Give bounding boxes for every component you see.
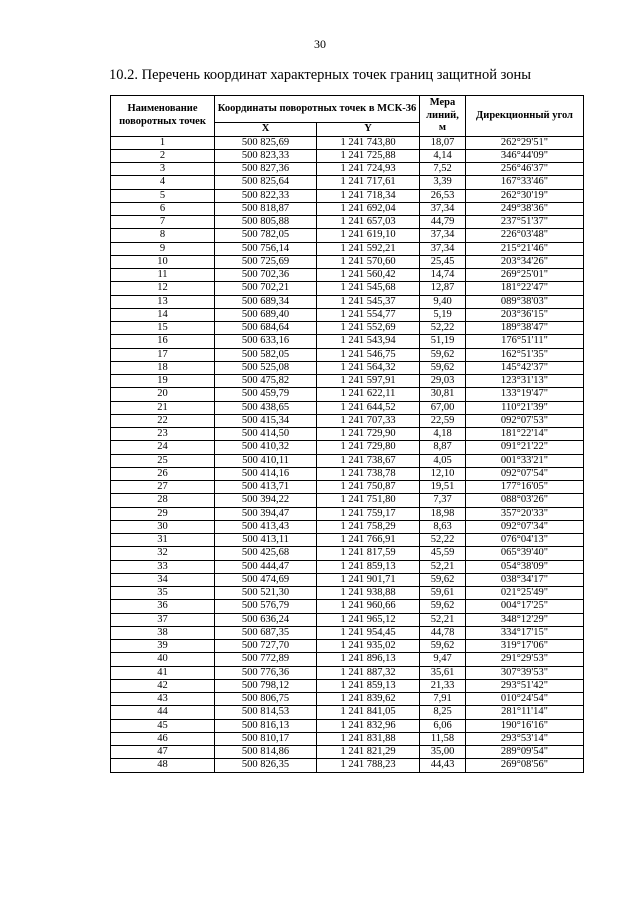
table-row (111, 401, 584, 414)
table-row (111, 626, 584, 639)
line-length-cell: 8,87 (420, 441, 466, 454)
point-number-cell: 26 (111, 467, 215, 480)
direction-angle-cell: 262°29'51" (466, 136, 584, 149)
x-coordinate-cell: 500 413,43 (215, 520, 317, 533)
direction-angle-cell: 001°33'21" (466, 454, 584, 467)
x-coordinate-cell: 500 826,35 (215, 759, 317, 772)
line-length-cell: 4,14 (420, 149, 466, 162)
x-coordinate-cell: 500 576,79 (215, 600, 317, 613)
table-row (111, 375, 584, 388)
line-length-cell: 19,51 (420, 481, 466, 494)
x-coordinate-cell: 500 727,70 (215, 640, 317, 653)
line-length-cell: 7,37 (420, 494, 466, 507)
direction-angle-cell: 162°51'35" (466, 348, 584, 361)
direction-angle-cell: 110°21'39" (466, 401, 584, 414)
direction-angle-cell: 357°20'33" (466, 507, 584, 520)
table-row (111, 149, 584, 162)
x-coordinate-cell: 500 394,47 (215, 507, 317, 520)
point-number-cell: 17 (111, 348, 215, 361)
point-number-cell: 11 (111, 269, 215, 282)
point-number-cell: 21 (111, 401, 215, 414)
x-coordinate-cell: 500 413,11 (215, 534, 317, 547)
direction-angle-cell: 133°19'47" (466, 388, 584, 401)
point-number-cell: 35 (111, 587, 215, 600)
y-coordinate-cell: 1 241 724,93 (317, 163, 420, 176)
direction-angle-cell: 262°30'19" (466, 189, 584, 202)
x-coordinate-cell: 500 725,69 (215, 255, 317, 268)
point-number-cell: 3 (111, 163, 215, 176)
direction-angle-cell: 256°46'37" (466, 163, 584, 176)
table-row (111, 494, 584, 507)
point-number-cell: 10 (111, 255, 215, 268)
header-direction-angle: Дирекционный угол (466, 96, 584, 137)
table-row (111, 216, 584, 229)
point-number-cell: 1 (111, 136, 215, 149)
x-coordinate-cell: 500 772,89 (215, 653, 317, 666)
point-number-cell: 14 (111, 308, 215, 321)
y-coordinate-cell: 1 241 821,29 (317, 746, 420, 759)
direction-angle-cell: 307°39'53" (466, 666, 584, 679)
direction-angle-cell: 092°07'34" (466, 520, 584, 533)
table-row (111, 481, 584, 494)
point-number-cell: 29 (111, 507, 215, 520)
point-number-cell: 28 (111, 494, 215, 507)
line-length-cell: 52,21 (420, 560, 466, 573)
line-length-cell: 59,62 (420, 573, 466, 586)
direction-angle-cell: 076°04'13" (466, 534, 584, 547)
point-number-cell: 45 (111, 719, 215, 732)
x-coordinate-cell: 500 410,11 (215, 454, 317, 467)
y-coordinate-cell: 1 241 859,13 (317, 560, 420, 573)
x-coordinate-cell: 500 582,05 (215, 348, 317, 361)
direction-angle-cell: 269°08'56" (466, 759, 584, 772)
table-body (111, 136, 584, 772)
y-coordinate-cell: 1 241 859,13 (317, 679, 420, 692)
direction-angle-cell: 091°21'22" (466, 441, 584, 454)
x-coordinate-cell: 500 425,68 (215, 547, 317, 560)
y-coordinate-cell: 1 241 817,59 (317, 547, 420, 560)
line-length-cell: 67,00 (420, 401, 466, 414)
direction-angle-cell: 004°17'25" (466, 600, 584, 613)
point-number-cell: 36 (111, 600, 215, 613)
point-number-cell: 5 (111, 189, 215, 202)
direction-angle-cell: 190°16'16" (466, 719, 584, 732)
y-coordinate-cell: 1 241 619,10 (317, 229, 420, 242)
coordinates-table (110, 95, 584, 773)
x-coordinate-cell: 500 825,69 (215, 136, 317, 149)
table-row (111, 242, 584, 255)
direction-angle-cell: 215°21'46" (466, 242, 584, 255)
header-line-length: Мера линий, м (420, 96, 466, 137)
point-number-cell: 20 (111, 388, 215, 401)
direction-angle-cell: 334°17'15" (466, 626, 584, 639)
table-row (111, 388, 584, 401)
line-length-cell: 26,53 (420, 189, 466, 202)
table-row (111, 441, 584, 454)
direction-angle-cell: 281°11'14" (466, 706, 584, 719)
table-row (111, 454, 584, 467)
y-coordinate-cell: 1 241 738,67 (317, 454, 420, 467)
direction-angle-cell: 269°25'01" (466, 269, 584, 282)
x-coordinate-cell: 500 475,82 (215, 375, 317, 388)
y-coordinate-cell: 1 241 560,42 (317, 269, 420, 282)
line-length-cell: 14,74 (420, 269, 466, 282)
x-coordinate-cell: 500 410,32 (215, 441, 317, 454)
table-row (111, 666, 584, 679)
point-number-cell: 31 (111, 534, 215, 547)
y-coordinate-cell: 1 241 954,45 (317, 626, 420, 639)
y-coordinate-cell: 1 241 839,62 (317, 693, 420, 706)
line-length-cell: 59,62 (420, 348, 466, 361)
x-coordinate-cell: 500 810,17 (215, 732, 317, 745)
x-coordinate-cell: 500 776,36 (215, 666, 317, 679)
table-row (111, 414, 584, 427)
point-number-cell: 27 (111, 481, 215, 494)
y-coordinate-cell: 1 241 738,78 (317, 467, 420, 480)
table-row (111, 560, 584, 573)
y-coordinate-cell: 1 241 622,11 (317, 388, 420, 401)
direction-angle-cell: 293°53'14" (466, 732, 584, 745)
y-coordinate-cell: 1 241 841,05 (317, 706, 420, 719)
direction-angle-cell: 054°38'09" (466, 560, 584, 573)
line-length-cell: 4,18 (420, 428, 466, 441)
line-length-cell: 37,34 (420, 242, 466, 255)
line-length-cell: 12,10 (420, 467, 466, 480)
y-coordinate-cell: 1 241 597,91 (317, 375, 420, 388)
section-heading: 10.2. Перечень координат характерных точек границ защитной зоны (109, 67, 531, 83)
direction-angle-cell: 089°38'03" (466, 295, 584, 308)
table-row (111, 640, 584, 653)
direction-angle-cell: 203°36'15" (466, 308, 584, 321)
line-length-cell: 9,47 (420, 653, 466, 666)
line-length-cell: 45,59 (420, 547, 466, 560)
line-length-cell: 18,07 (420, 136, 466, 149)
x-coordinate-cell: 500 816,13 (215, 719, 317, 732)
y-coordinate-cell: 1 241 554,77 (317, 308, 420, 321)
direction-angle-cell: 176°51'11" (466, 335, 584, 348)
y-coordinate-cell: 1 241 887,32 (317, 666, 420, 679)
x-coordinate-cell: 500 823,33 (215, 149, 317, 162)
direction-angle-cell: 092°07'54" (466, 467, 584, 480)
line-length-cell: 59,62 (420, 640, 466, 653)
point-number-cell: 4 (111, 176, 215, 189)
line-length-cell: 44,78 (420, 626, 466, 639)
point-number-cell: 48 (111, 759, 215, 772)
y-coordinate-cell: 1 241 901,71 (317, 573, 420, 586)
x-coordinate-cell: 500 414,16 (215, 467, 317, 480)
table-row (111, 679, 584, 692)
table-row (111, 202, 584, 215)
point-number-cell: 2 (111, 149, 215, 162)
y-coordinate-cell: 1 241 896,13 (317, 653, 420, 666)
header-coordinates: Координаты поворотных точек в МСК-36 (215, 96, 420, 123)
point-number-cell: 46 (111, 732, 215, 745)
table-row (111, 255, 584, 268)
line-length-cell: 37,34 (420, 229, 466, 242)
y-coordinate-cell: 1 241 552,69 (317, 322, 420, 335)
x-coordinate-cell: 500 689,40 (215, 308, 317, 321)
line-length-cell: 12,87 (420, 282, 466, 295)
y-coordinate-cell: 1 241 750,87 (317, 481, 420, 494)
x-coordinate-cell: 500 702,21 (215, 282, 317, 295)
line-length-cell: 4,05 (420, 454, 466, 467)
table-row (111, 348, 584, 361)
y-coordinate-cell: 1 241 832,96 (317, 719, 420, 732)
x-coordinate-cell: 500 814,53 (215, 706, 317, 719)
table-row (111, 269, 584, 282)
point-number-cell: 32 (111, 547, 215, 560)
table-row (111, 746, 584, 759)
table-row (111, 613, 584, 626)
line-length-cell: 11,58 (420, 732, 466, 745)
direction-angle-cell: 348°12'29" (466, 613, 584, 626)
line-length-cell: 30,81 (420, 388, 466, 401)
y-coordinate-cell: 1 241 570,60 (317, 255, 420, 268)
line-length-cell: 5,19 (420, 308, 466, 321)
y-coordinate-cell: 1 241 938,88 (317, 587, 420, 600)
table-row (111, 322, 584, 335)
page-number: 30 (314, 37, 326, 51)
x-coordinate-cell: 500 818,87 (215, 202, 317, 215)
direction-angle-cell: 237°51'37" (466, 216, 584, 229)
x-coordinate-cell: 500 459,79 (215, 388, 317, 401)
direction-angle-cell: 319°17'06" (466, 640, 584, 653)
line-length-cell: 44,79 (420, 216, 466, 229)
direction-angle-cell: 088°03'26" (466, 494, 584, 507)
line-length-cell: 8,63 (420, 520, 466, 533)
y-coordinate-cell: 1 241 743,80 (317, 136, 420, 149)
point-number-cell: 19 (111, 375, 215, 388)
x-coordinate-cell: 500 822,33 (215, 189, 317, 202)
line-length-cell: 22,59 (420, 414, 466, 427)
line-length-cell: 52,21 (420, 613, 466, 626)
x-coordinate-cell: 500 474,69 (215, 573, 317, 586)
table-row (111, 653, 584, 666)
x-coordinate-cell: 500 814,86 (215, 746, 317, 759)
y-coordinate-cell: 1 241 718,34 (317, 189, 420, 202)
direction-angle-cell: 065°39'40" (466, 547, 584, 560)
y-coordinate-cell: 1 241 729,90 (317, 428, 420, 441)
table-row (111, 693, 584, 706)
point-number-cell: 34 (111, 573, 215, 586)
table-row (111, 282, 584, 295)
x-coordinate-cell: 500 702,36 (215, 269, 317, 282)
x-coordinate-cell: 500 525,08 (215, 361, 317, 374)
x-coordinate-cell: 500 805,88 (215, 216, 317, 229)
x-coordinate-cell: 500 782,05 (215, 229, 317, 242)
point-number-cell: 39 (111, 640, 215, 653)
line-length-cell: 3,39 (420, 176, 466, 189)
table-row (111, 587, 584, 600)
x-coordinate-cell: 500 827,36 (215, 163, 317, 176)
y-coordinate-cell: 1 241 935,02 (317, 640, 420, 653)
direction-angle-cell: 226°03'48" (466, 229, 584, 242)
line-length-cell: 59,62 (420, 600, 466, 613)
direction-angle-cell: 181°22'14" (466, 428, 584, 441)
x-coordinate-cell: 500 806,75 (215, 693, 317, 706)
table-row (111, 520, 584, 533)
x-coordinate-cell: 500 633,16 (215, 335, 317, 348)
point-number-cell: 7 (111, 216, 215, 229)
y-coordinate-cell: 1 241 707,33 (317, 414, 420, 427)
direction-angle-cell: 203°34'26" (466, 255, 584, 268)
y-coordinate-cell: 1 241 758,29 (317, 520, 420, 533)
point-number-cell: 8 (111, 229, 215, 242)
y-coordinate-cell: 1 241 657,03 (317, 216, 420, 229)
x-coordinate-cell: 500 413,71 (215, 481, 317, 494)
x-coordinate-cell: 500 687,35 (215, 626, 317, 639)
table-row (111, 706, 584, 719)
y-coordinate-cell: 1 241 729,80 (317, 441, 420, 454)
direction-angle-cell: 092°07'53" (466, 414, 584, 427)
table-row (111, 759, 584, 772)
point-number-cell: 33 (111, 560, 215, 573)
table-row (111, 295, 584, 308)
y-coordinate-cell: 1 241 960,66 (317, 600, 420, 613)
x-coordinate-cell: 500 394,22 (215, 494, 317, 507)
y-coordinate-cell: 1 241 831,88 (317, 732, 420, 745)
point-number-cell: 24 (111, 441, 215, 454)
line-length-cell: 7,91 (420, 693, 466, 706)
y-coordinate-cell: 1 241 692,04 (317, 202, 420, 215)
direction-angle-cell: 249°38'36" (466, 202, 584, 215)
point-number-cell: 9 (111, 242, 215, 255)
direction-angle-cell: 181°22'47" (466, 282, 584, 295)
direction-angle-cell: 167°33'46" (466, 176, 584, 189)
point-number-cell: 40 (111, 653, 215, 666)
y-coordinate-cell: 1 241 545,37 (317, 295, 420, 308)
point-number-cell: 38 (111, 626, 215, 639)
y-coordinate-cell: 1 241 644,52 (317, 401, 420, 414)
x-coordinate-cell: 500 521,30 (215, 587, 317, 600)
line-length-cell: 29,03 (420, 375, 466, 388)
direction-angle-cell: 293°51'42" (466, 679, 584, 692)
y-coordinate-cell: 1 241 766,91 (317, 534, 420, 547)
point-number-cell: 23 (111, 428, 215, 441)
direction-angle-cell: 145°42'37" (466, 361, 584, 374)
direction-angle-cell: 189°38'47" (466, 322, 584, 335)
y-coordinate-cell: 1 241 725,88 (317, 149, 420, 162)
header-x: X (215, 123, 317, 137)
x-coordinate-cell: 500 798,12 (215, 679, 317, 692)
table-row (111, 229, 584, 242)
line-length-cell: 52,22 (420, 534, 466, 547)
x-coordinate-cell: 500 689,34 (215, 295, 317, 308)
x-coordinate-cell: 500 636,24 (215, 613, 317, 626)
table-row (111, 467, 584, 480)
direction-angle-cell: 177°16'05" (466, 481, 584, 494)
point-number-cell: 13 (111, 295, 215, 308)
direction-angle-cell: 291°29'53" (466, 653, 584, 666)
direction-angle-cell: 010°24'54" (466, 693, 584, 706)
point-number-cell: 47 (111, 746, 215, 759)
point-number-cell: 16 (111, 335, 215, 348)
y-coordinate-cell: 1 241 546,75 (317, 348, 420, 361)
line-length-cell: 7,52 (420, 163, 466, 176)
x-coordinate-cell: 500 438,65 (215, 401, 317, 414)
y-coordinate-cell: 1 241 592,21 (317, 242, 420, 255)
y-coordinate-cell: 1 241 717,61 (317, 176, 420, 189)
y-coordinate-cell: 1 241 751,80 (317, 494, 420, 507)
line-length-cell: 6,06 (420, 719, 466, 732)
direction-angle-cell: 021°25'49" (466, 587, 584, 600)
direction-angle-cell: 038°34'17" (466, 573, 584, 586)
table-row (111, 163, 584, 176)
direction-angle-cell: 346°44'09" (466, 149, 584, 162)
y-coordinate-cell: 1 241 965,12 (317, 613, 420, 626)
table-row (111, 176, 584, 189)
point-number-cell: 42 (111, 679, 215, 692)
y-coordinate-cell: 1 241 788,23 (317, 759, 420, 772)
line-length-cell: 9,40 (420, 295, 466, 308)
x-coordinate-cell: 500 444,47 (215, 560, 317, 573)
y-coordinate-cell: 1 241 564,32 (317, 361, 420, 374)
table-row (111, 507, 584, 520)
point-number-cell: 18 (111, 361, 215, 374)
line-length-cell: 59,62 (420, 361, 466, 374)
x-coordinate-cell: 500 415,34 (215, 414, 317, 427)
table-row (111, 534, 584, 547)
table-row (111, 335, 584, 348)
y-coordinate-cell: 1 241 545,68 (317, 282, 420, 295)
y-coordinate-cell: 1 241 759,17 (317, 507, 420, 520)
line-length-cell: 51,19 (420, 335, 466, 348)
point-number-cell: 25 (111, 454, 215, 467)
header-y: Y (317, 123, 420, 137)
x-coordinate-cell: 500 414,50 (215, 428, 317, 441)
table-row (111, 732, 584, 745)
table-row (111, 428, 584, 441)
line-length-cell: 35,61 (420, 666, 466, 679)
point-number-cell: 30 (111, 520, 215, 533)
point-number-cell: 41 (111, 666, 215, 679)
direction-angle-cell: 289°09'54" (466, 746, 584, 759)
line-length-cell: 44,43 (420, 759, 466, 772)
table-row (111, 308, 584, 321)
table-row (111, 189, 584, 202)
point-number-cell: 15 (111, 322, 215, 335)
point-number-cell: 44 (111, 706, 215, 719)
header-point-name: Наименование поворотных точек (111, 96, 215, 137)
x-coordinate-cell: 500 756,14 (215, 242, 317, 255)
x-coordinate-cell: 500 684,64 (215, 322, 317, 335)
y-coordinate-cell: 1 241 543,94 (317, 335, 420, 348)
line-length-cell: 18,98 (420, 507, 466, 520)
line-length-cell: 59,61 (420, 587, 466, 600)
direction-angle-cell: 123°31'13" (466, 375, 584, 388)
line-length-cell: 25,45 (420, 255, 466, 268)
x-coordinate-cell: 500 825,64 (215, 176, 317, 189)
point-number-cell: 43 (111, 693, 215, 706)
table-row (111, 361, 584, 374)
line-length-cell: 21,33 (420, 679, 466, 692)
line-length-cell: 35,00 (420, 746, 466, 759)
point-number-cell: 12 (111, 282, 215, 295)
line-length-cell: 8,25 (420, 706, 466, 719)
point-number-cell: 22 (111, 414, 215, 427)
table-row (111, 136, 584, 149)
table-row (111, 547, 584, 560)
table-row (111, 573, 584, 586)
line-length-cell: 37,34 (420, 202, 466, 215)
line-length-cell: 52,22 (420, 322, 466, 335)
table-row (111, 600, 584, 613)
point-number-cell: 37 (111, 613, 215, 626)
point-number-cell: 6 (111, 202, 215, 215)
table-row (111, 719, 584, 732)
